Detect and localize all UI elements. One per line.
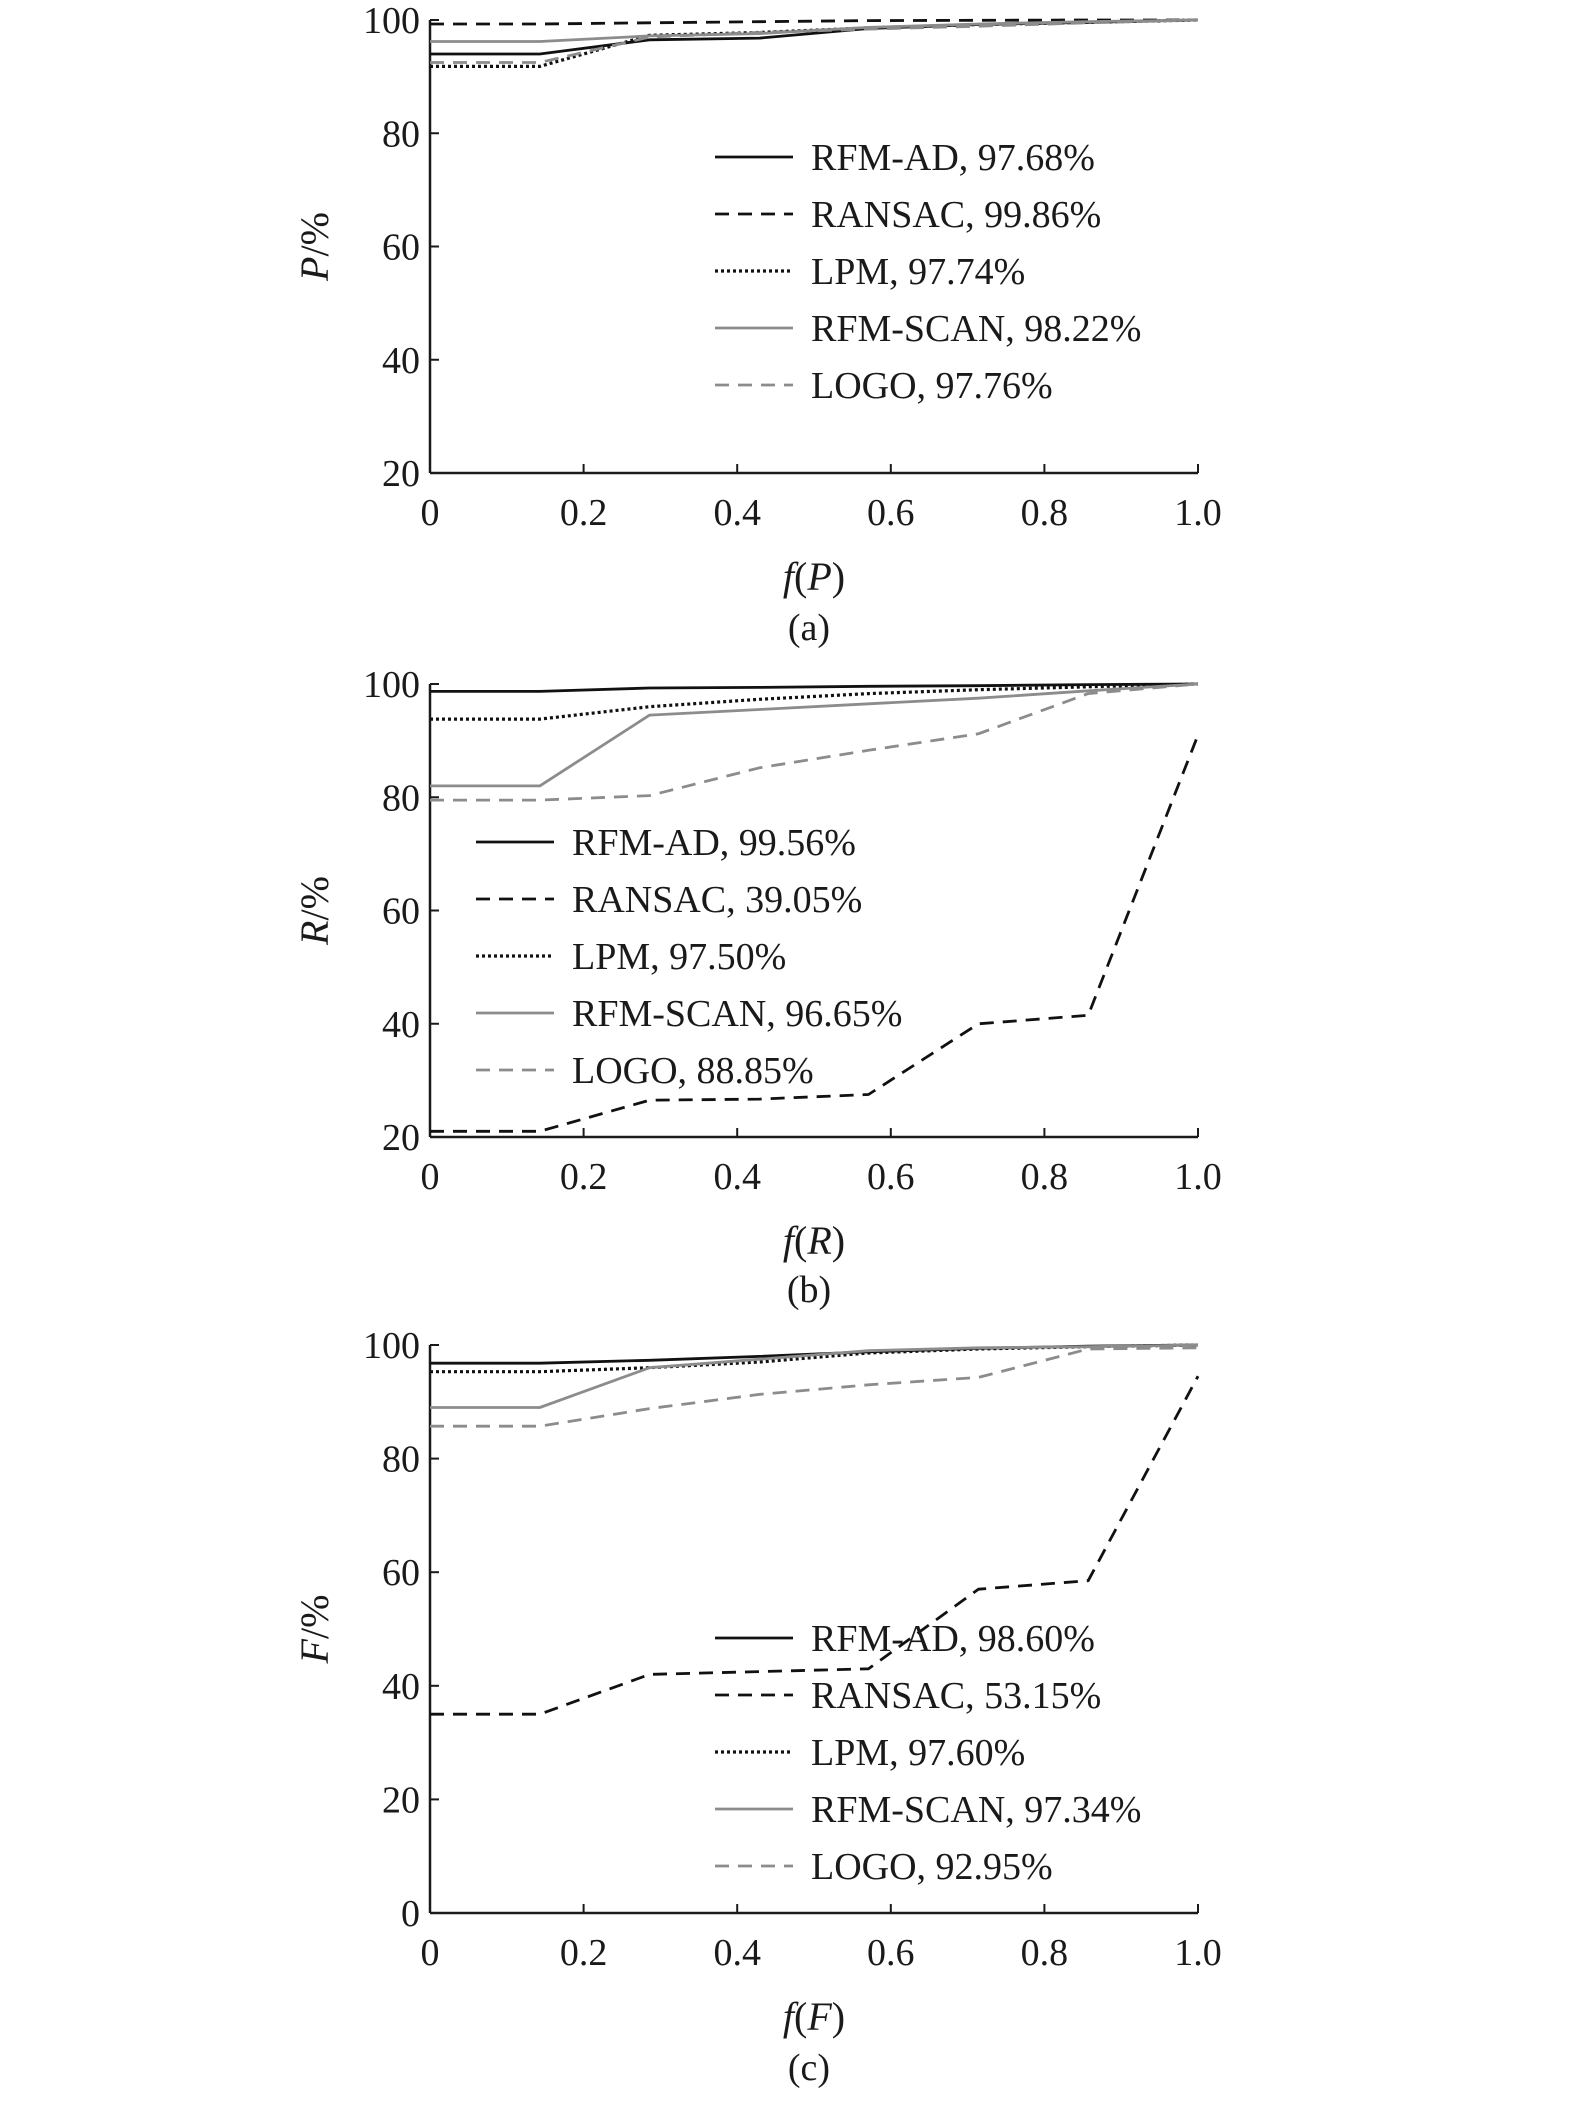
y-axis-title: F/% [292,1594,337,1664]
legend [715,137,1141,407]
y-axis-title: P/% [292,212,337,281]
x-tick-label: 0.6 [867,1156,915,1198]
panel-caption: (a) [787,607,831,649]
y-tick-label: 80 [382,777,420,820]
legend-label: RFM-AD, 98.60% [811,1618,1095,1660]
x-axis-title: f(F) [782,1994,846,2039]
y-tick-label: 40 [382,1665,420,1708]
series-line [430,684,1198,786]
legend [715,1618,1141,1888]
x-tick-label: 1.0 [1174,1932,1222,1974]
y-tick-label: 60 [382,226,420,269]
x-tick-label: 0 [420,1156,440,1198]
series-line [430,684,1198,719]
x-tick-label: 0.8 [1020,1932,1069,1974]
x-tick-label: 0.2 [559,1156,608,1198]
y-tick-label: 80 [382,113,420,156]
legend-label: RFM-SCAN, 98.22% [811,308,1142,350]
y-tick-label: 100 [363,1325,420,1367]
x-tick-label: 0 [420,1932,440,1974]
series-line [430,735,1198,1131]
series-line [430,1345,1198,1372]
series-line [430,1348,1198,1426]
x-axis-title: f(R) [782,1218,846,1263]
y-tick-label: 80 [382,1438,420,1481]
y-tick-label: 40 [382,1003,420,1046]
legend-label: RFM-AD, 99.56% [572,822,856,864]
series-line [430,1345,1198,1408]
x-tick-label: 1.0 [1174,1156,1222,1198]
panel-caption: (c) [787,2047,831,2089]
y-tick-label: 20 [382,1117,420,1159]
legend-label: LOGO, 92.95% [811,1846,1053,1888]
x-tick-label: 0.6 [867,1932,915,1974]
x-tick-label: 0.6 [867,492,915,534]
legend-label: RFM-SCAN, 97.34% [811,1789,1142,1831]
legend-label: LPM, 97.60% [811,1732,1026,1774]
panel-caption: (b) [786,1269,832,1311]
legend-label: RANSAC, 99.86% [811,194,1102,236]
legend-label: LPM, 97.74% [811,251,1026,293]
legend-label: RFM-AD, 97.68% [811,137,1095,179]
x-tick-label: 0.8 [1020,1156,1069,1198]
legend-label: RANSAC, 53.15% [811,1675,1102,1717]
y-axis-title: R/% [292,876,337,945]
y-tick-label: 20 [382,453,420,495]
y-tick-label: 100 [363,0,420,42]
legend [476,822,902,1092]
x-tick-label: 0.2 [559,1932,608,1974]
x-tick-label: 0.4 [713,492,761,534]
panel-c [292,1325,1222,2089]
x-tick-label: 0.4 [713,1932,761,1974]
x-tick-label: 1.0 [1174,492,1222,534]
y-tick-label: 40 [382,339,420,382]
x-tick-label: 0.8 [1020,492,1069,534]
series-line [430,20,1198,66]
legend-label: LPM, 97.50% [572,936,787,978]
panel-b [292,664,1222,1311]
panel-a [292,0,1222,649]
y-tick-label: 20 [382,1779,420,1822]
x-axis-title: f(P) [782,554,846,599]
x-tick-label: 0.4 [713,1156,761,1198]
y-tick-label: 60 [382,890,420,933]
legend-label: LOGO, 88.85% [572,1050,814,1092]
y-tick-label: 60 [382,1552,420,1595]
y-tick-label: 100 [363,664,420,706]
legend-label: LOGO, 97.76% [811,365,1053,407]
x-tick-label: 0.2 [559,492,608,534]
series-line [430,1376,1198,1714]
legend-label: RFM-SCAN, 96.65% [572,993,903,1035]
x-tick-label: 0 [420,492,440,534]
y-tick-label: 0 [401,1893,420,1935]
legend-label: RANSAC, 39.05% [572,879,863,921]
